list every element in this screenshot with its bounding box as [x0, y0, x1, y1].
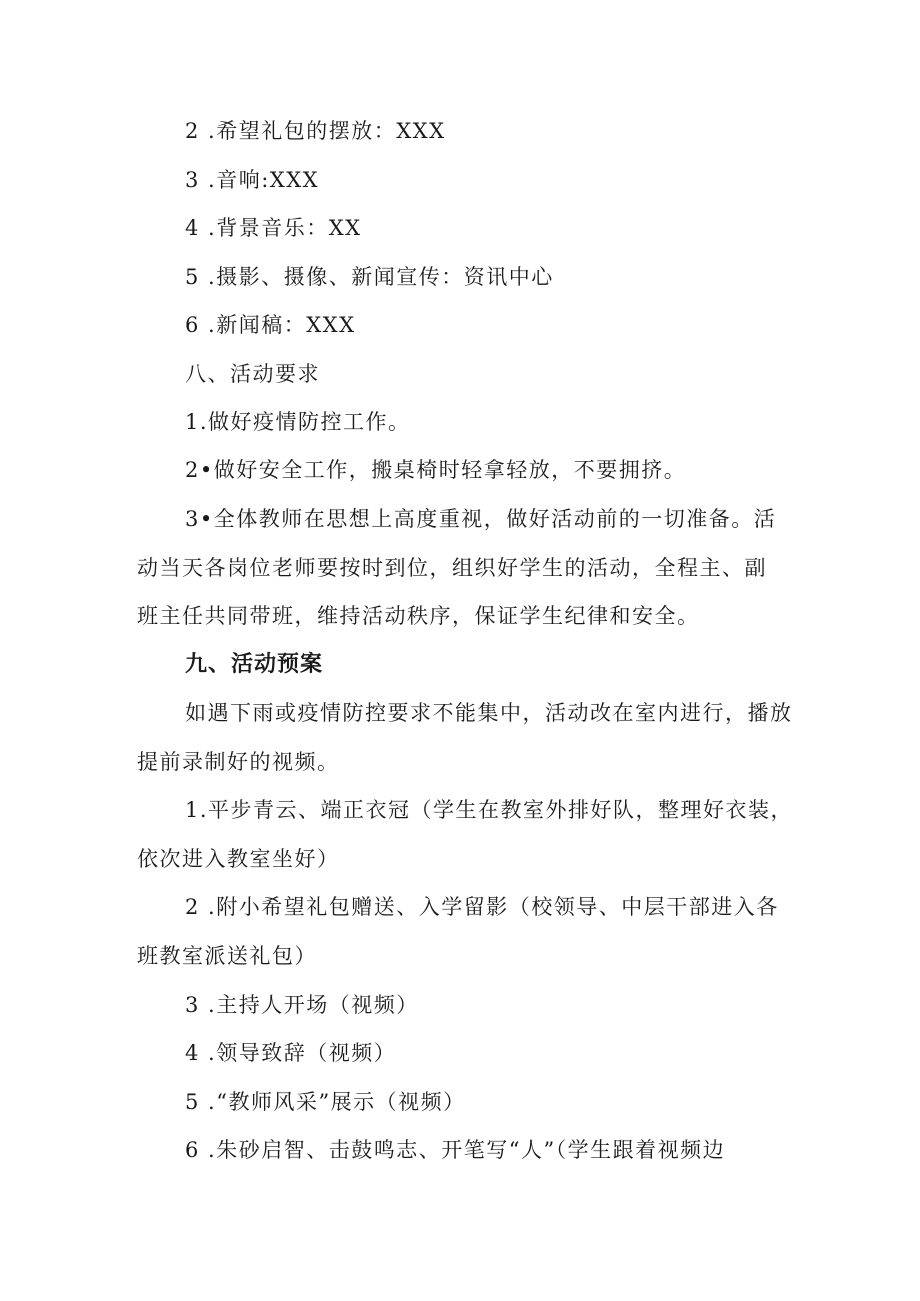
section-heading-9: 九、活动预案 — [185, 652, 324, 677]
plan-item-3: 3 .主持人开场（视频） — [185, 993, 419, 1017]
requirement-item-3-line-2: 动当天各岗位老师要按时到位，组织好学生的活动，全程主、副 — [137, 556, 767, 580]
plan-item-4: 4 .领导致辞（视频） — [185, 1041, 397, 1065]
requirement-item-2: 2•做好安全工作，搬桌椅时轻拿轻放，不要拥挤。 — [185, 458, 687, 482]
plan-item-5: 5 .“教师风采”展示（视频） — [185, 1090, 466, 1114]
requirement-item-3-line-1: 3•全体教师在思想上高度重视，做好活动前的一切准备。活 — [185, 507, 777, 531]
requirement-item-3-line-3: 班主任共同带班，维持活动秩序，保证学生纪律和安全。 — [137, 604, 700, 628]
list-item-6-press-release: 6 .新闻稿：XXX — [185, 313, 356, 337]
plan-item-1-line-2: 依次进入教室坐好） — [137, 847, 340, 871]
contingency-paragraph-line-1: 如遇下雨或疫情防控要求不能集中，活动改在室内进行，播放 — [185, 701, 793, 725]
list-item-4-background-music: 4 .背景音乐：XX — [185, 216, 362, 240]
plan-item-2-line-1: 2 .附小希望礼包赠送、入学留影（校领导、中层干部进入各 — [185, 895, 779, 919]
section-heading-8: 八、活动要求 — [185, 362, 320, 386]
contingency-paragraph-line-2: 提前录制好的视频。 — [137, 750, 340, 774]
list-item-5-photo-video-news: 5 .摄影、摄像、新闻宣传：资讯中心 — [185, 265, 554, 289]
list-item-2-gift-placement: 2 .希望礼包的摆放：XXX — [185, 119, 446, 143]
requirement-item-1: 1.做好疫情防控工作。 — [185, 410, 411, 434]
plan-item-2-line-2: 班教室派送礼包） — [137, 944, 317, 968]
plan-item-6-line-1: 6 .朱砂启智、击鼓鸣志、开笔写“人”（学生跟着视频边 — [185, 1138, 726, 1162]
list-item-3-audio: 3 .音响:XXX — [185, 168, 320, 192]
plan-item-1-line-1: 1.平步青云、端正衣冠（学生在教室外排好队，整理好衣装， — [185, 798, 794, 822]
